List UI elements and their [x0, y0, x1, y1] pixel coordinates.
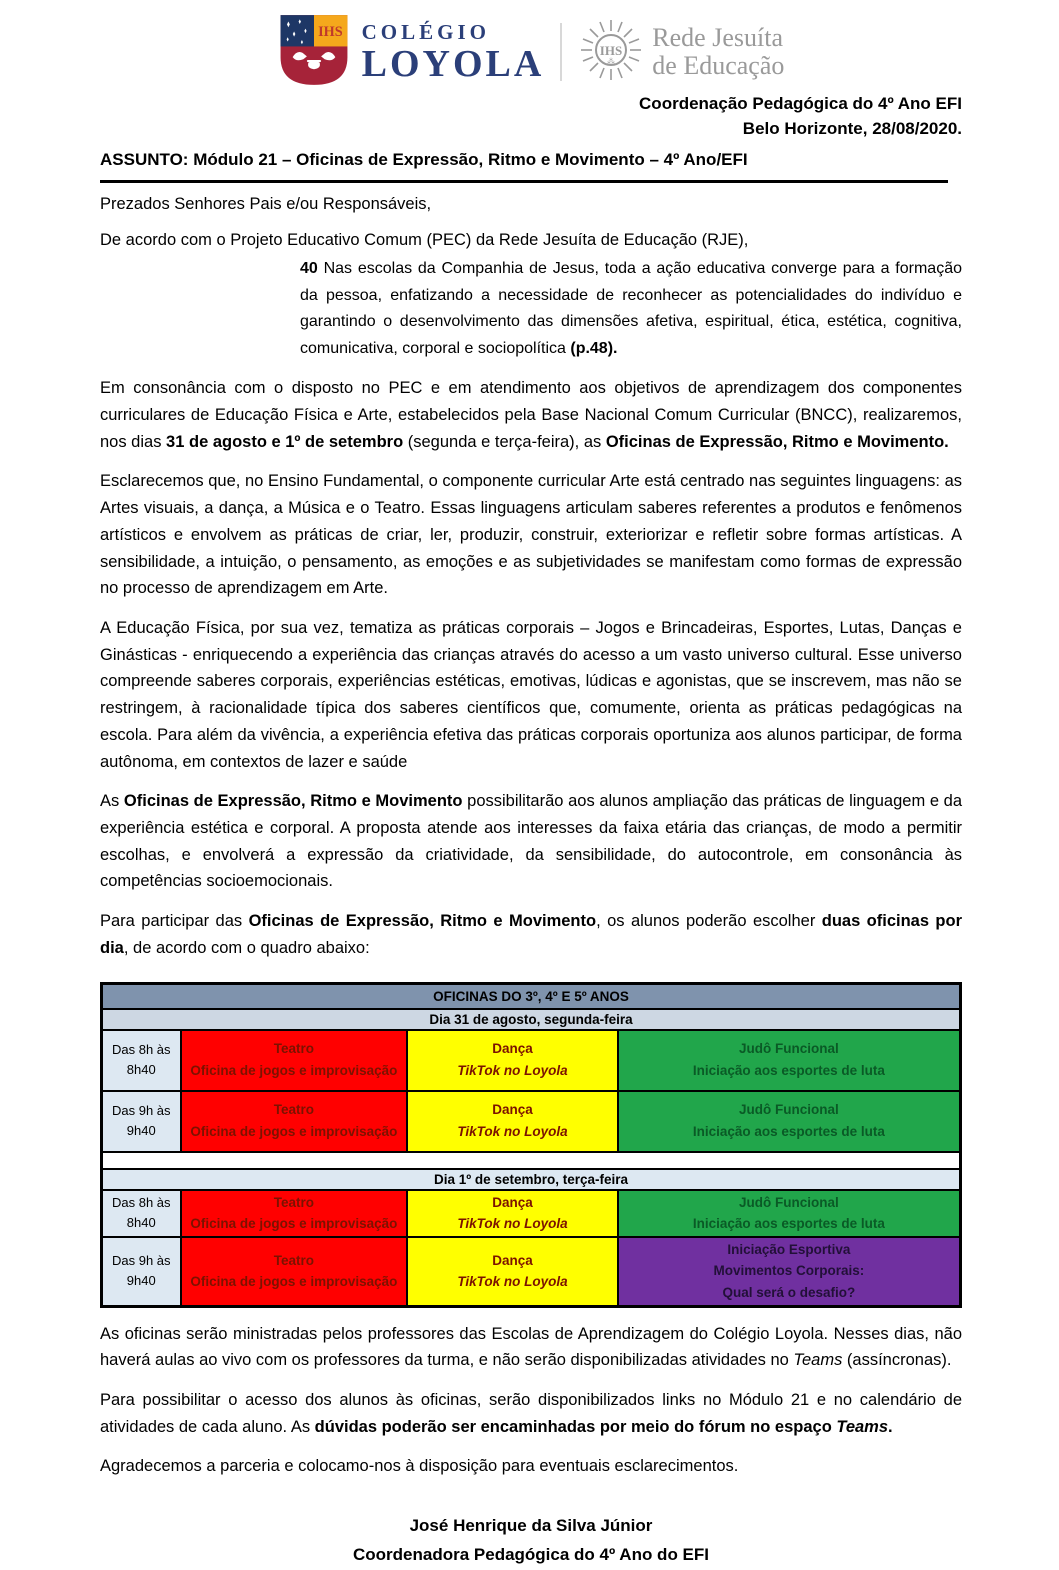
- day1-header: Dia 31 de agosto, segunda-feira: [102, 1009, 961, 1030]
- coordination-line: Coordenação Pedagógica do 4º Ano EFI: [639, 94, 962, 113]
- table-row: [102, 1237, 961, 1306]
- workshop-title: Judô Funcional: [738, 1194, 839, 1210]
- workshop-subtitle: Oficina de jogos e improvisação: [190, 1274, 398, 1290]
- time-cell: [102, 1237, 181, 1306]
- paragraph-educacao-fisica: A Educação Física, por sua vez, tematiza as práticas corporais – Jogos e Brincadeiras, Esportes, Lutas, Danças e Ginásticas - enriquecendo a experiência das crianças através do acesso a um vasto universo cultural. Esse universo compreende saberes corporais, experiências estéticas, emotivas, lúdicas e agonistas, que se inscrevem, mas não se restringem, à racionalidade típica dos saberes científicos que, comumente, orienta as práticas pedagógicas na escola. Para além da vivência, a experiência efetiva das práticas corporais oportuniza aos alunos participar, de forma autônoma, em contextos de lazer e saúde: [100, 618, 962, 771]
- svg-text:IHS: IHS: [317, 23, 343, 40]
- table-row: [102, 1091, 961, 1152]
- colegio-loyola-logo: [278, 13, 545, 92]
- teatro-cell: [181, 1091, 408, 1152]
- danca-cell: [407, 1091, 617, 1152]
- time-cell: [102, 1030, 181, 1091]
- paragraph-ministradas: As oficinas serão ministradas pelos professores das Escolas de Aprendizagem do Colégio Loyola. Nesses dias, não haverá aulas ao vivo com os professores da turma, e não serão disponibilizadas atividades no Teams (assíncronas).: [100, 1324, 962, 1370]
- workshop-subtitle: Oficina de jogos e improvisação: [190, 1063, 398, 1079]
- judo-cell: [618, 1091, 961, 1152]
- danca-cell: [407, 1237, 617, 1306]
- header-logos: [100, 14, 962, 90]
- workshop-subtitle: Movimentos Corporais:: [713, 1263, 865, 1279]
- workshop-subtitle: Oficina de jogos e improvisação: [190, 1216, 398, 1232]
- rje-sunburst-icon: [578, 17, 644, 88]
- time-line2: 8h40: [126, 1215, 156, 1231]
- rje-wordmark-line1: Rede Jesuíta: [652, 22, 783, 52]
- workshop-subtitle: Iniciação aos esportes de luta: [692, 1063, 885, 1079]
- loyola-wordmark-line1: COLÉGIO: [361, 19, 490, 44]
- table-row: [102, 1190, 961, 1237]
- danca-cell: [407, 1030, 617, 1091]
- svg-text:⁂: ⁂: [607, 56, 616, 66]
- teatro-cell: [181, 1190, 408, 1237]
- teatro-cell: [181, 1030, 408, 1091]
- salutation: Prezados Senhores Pais e/ou Responsáveis,: [100, 195, 432, 214]
- workshop-title: Teatro: [273, 1102, 315, 1118]
- time-line1: Das 9h às: [111, 1253, 171, 1268]
- loyola-wordmark-line2: LOYOLA: [361, 42, 545, 85]
- workshop-title: Dança: [492, 1041, 533, 1057]
- loyola-shield-icon: [278, 13, 350, 92]
- workshop-title: Iniciação Esportiva: [727, 1241, 851, 1257]
- judo-cell: [618, 1030, 961, 1091]
- time-line1: Das 9h às: [111, 1102, 171, 1118]
- signature-role: Coordenadora Pedagógica do 4º Ano do EFI: [353, 1545, 709, 1565]
- workshop-subtitle: Iniciação aos esportes de luta: [692, 1216, 885, 1232]
- time-cell: [102, 1091, 181, 1152]
- divider-rule: [100, 180, 948, 183]
- workshop-subtitle: TikTok no Loyola: [457, 1124, 568, 1140]
- time-cell: [102, 1190, 181, 1237]
- table-row: [102, 1030, 961, 1091]
- paragraph-intro: De acordo com o Projeto Educativo Comum (PEC) da Rede Jesuíta de Educação (RJE),: [100, 231, 749, 250]
- judo-cell: [618, 1190, 961, 1237]
- time-line1: Das 8h às: [111, 1041, 171, 1057]
- city-date-line: Belo Horizonte, 28/08/2020.: [742, 118, 962, 138]
- time-line2: 9h40: [126, 1123, 156, 1139]
- teatro-cell: [181, 1237, 408, 1306]
- workshop-subtitle: TikTok no Loyola: [457, 1274, 568, 1290]
- pec-quote: 40 Nas escolas da Companhia de Jesus, toda a ação educativa converge para a formação da pessoa, enfatizando a necessidade de reconhecer as potencialidades do indivíduo e garantindo o desenvolvimento das dimensões afetiva, espiritual, ética, estética, cognitiva, comunicativa, corporal e sociopolítica (p.48).: [300, 260, 962, 357]
- paragraph-possibilitar: Para possibilitar o acesso dos alunos às oficinas, serão disponibilizados links no Módulo 21 e no calendário de atividades de cada aluno. As dúvidas poderão ser encaminhadas por meio do fórum no espaço Teams.: [100, 1390, 962, 1436]
- loyola-wordmark: [361, 19, 545, 85]
- subject-line: ASSUNTO: Módulo 21 – Oficinas de Expressão, Ritmo e Movimento – 4º Ano/EFI: [100, 150, 748, 170]
- time-line2: 9h40: [126, 1273, 156, 1289]
- table-title: OFICINAS DO 3º, 4º E 5º ANOS: [102, 983, 961, 1009]
- workshop-title: Dança: [492, 1252, 533, 1268]
- workshop-subtitle: Oficina de jogos e improvisação: [190, 1124, 398, 1140]
- workshop-subtitle: TikTok no Loyola: [457, 1216, 568, 1232]
- header-right-block: [100, 92, 962, 141]
- paragraph-oficinas: As Oficinas de Expressão, Ritmo e Movimento possibilitarão aos alunos ampliação das práticas de linguagem e da experiência estética e corporal. A proposta atende aos interesses da faixa etária das crianças, de modo a permitir escolhas, e envolverá a expressão da criatividade, da sensibilidade, do autocontrole, em consonância às competências socioemocionais.: [100, 792, 963, 891]
- time-line2: 8h40: [126, 1062, 156, 1078]
- schedule-table: [100, 982, 962, 1308]
- rje-wordmark-line2: de Educação: [652, 51, 785, 80]
- rje-wordmark: [652, 24, 784, 80]
- workshop-subtitle: TikTok no Loyola: [457, 1063, 568, 1079]
- workshop-title: Teatro: [273, 1041, 315, 1057]
- workshop-title: Dança: [492, 1194, 533, 1210]
- signature-block: [100, 1512, 962, 1570]
- day2-header: Dia 1º de setembro, terça-feira: [102, 1169, 961, 1190]
- svg-text:IHS: IHS: [600, 42, 623, 58]
- workshop-title: Judô Funcional: [738, 1041, 839, 1057]
- workshop-title: Dança: [492, 1102, 533, 1118]
- workshop-title: Judô Funcional: [738, 1102, 839, 1118]
- paragraph-consonancia: Em consonância com o disposto no PEC e em atendimento aos objetivos de aprendizagem dos componentes curriculares de Educação Física e Arte, estabelecidos pela Base Nacional Comum Curricular (BNCC), realizaremos, nos dias 31 de agosto e 1º de setembro (segunda e terça-feira), as Oficinas de Expressão, Ritmo e Movimento.: [100, 379, 962, 451]
- table-gap-row: [102, 1152, 961, 1169]
- logo-divider: [560, 23, 562, 81]
- paragraph-agradecemos: Agradecemos a parceria e colocamo-nos à disposição para eventuais esclarecimentos.: [100, 1457, 739, 1476]
- rede-jesuita-logo: [578, 17, 784, 88]
- iniciacao-esportiva-cell: [618, 1237, 961, 1306]
- workshop-title: Teatro: [273, 1252, 315, 1268]
- danca-cell: [407, 1190, 617, 1237]
- paragraph-esclarecemos: Esclarecemos que, no Ensino Fundamental, o componente curricular Arte está centrado nas seguintes linguagens: as Artes visuais, a dança, a Música e o Teatro. Essas linguagens articulam saberes referentes a produtos e fenômenos artísticos e envolvem as práticas de criar, ler, produzir, construir, exteriorizar e refletir sobre formas artísticas. A sensibilidade, a intuição, o pensamento, as emoções e as subjetividades se manifestam como formas de expressão no processo de aprendizagem em Arte.: [100, 472, 962, 598]
- paragraph-participar: Para participar das Oficinas de Expressão, Ritmo e Movimento, os alunos poderão escolher duas oficinas por dia, de acordo com o quadro abaixo:: [100, 912, 963, 957]
- time-line1: Das 8h às: [111, 1195, 171, 1211]
- workshop-subtitle: Iniciação aos esportes de luta: [692, 1124, 885, 1140]
- workshop-title: Teatro: [273, 1194, 315, 1210]
- signature-name: José Henrique da Silva Júnior: [409, 1516, 653, 1536]
- workshop-question: Qual será o desafio?: [722, 1284, 856, 1300]
